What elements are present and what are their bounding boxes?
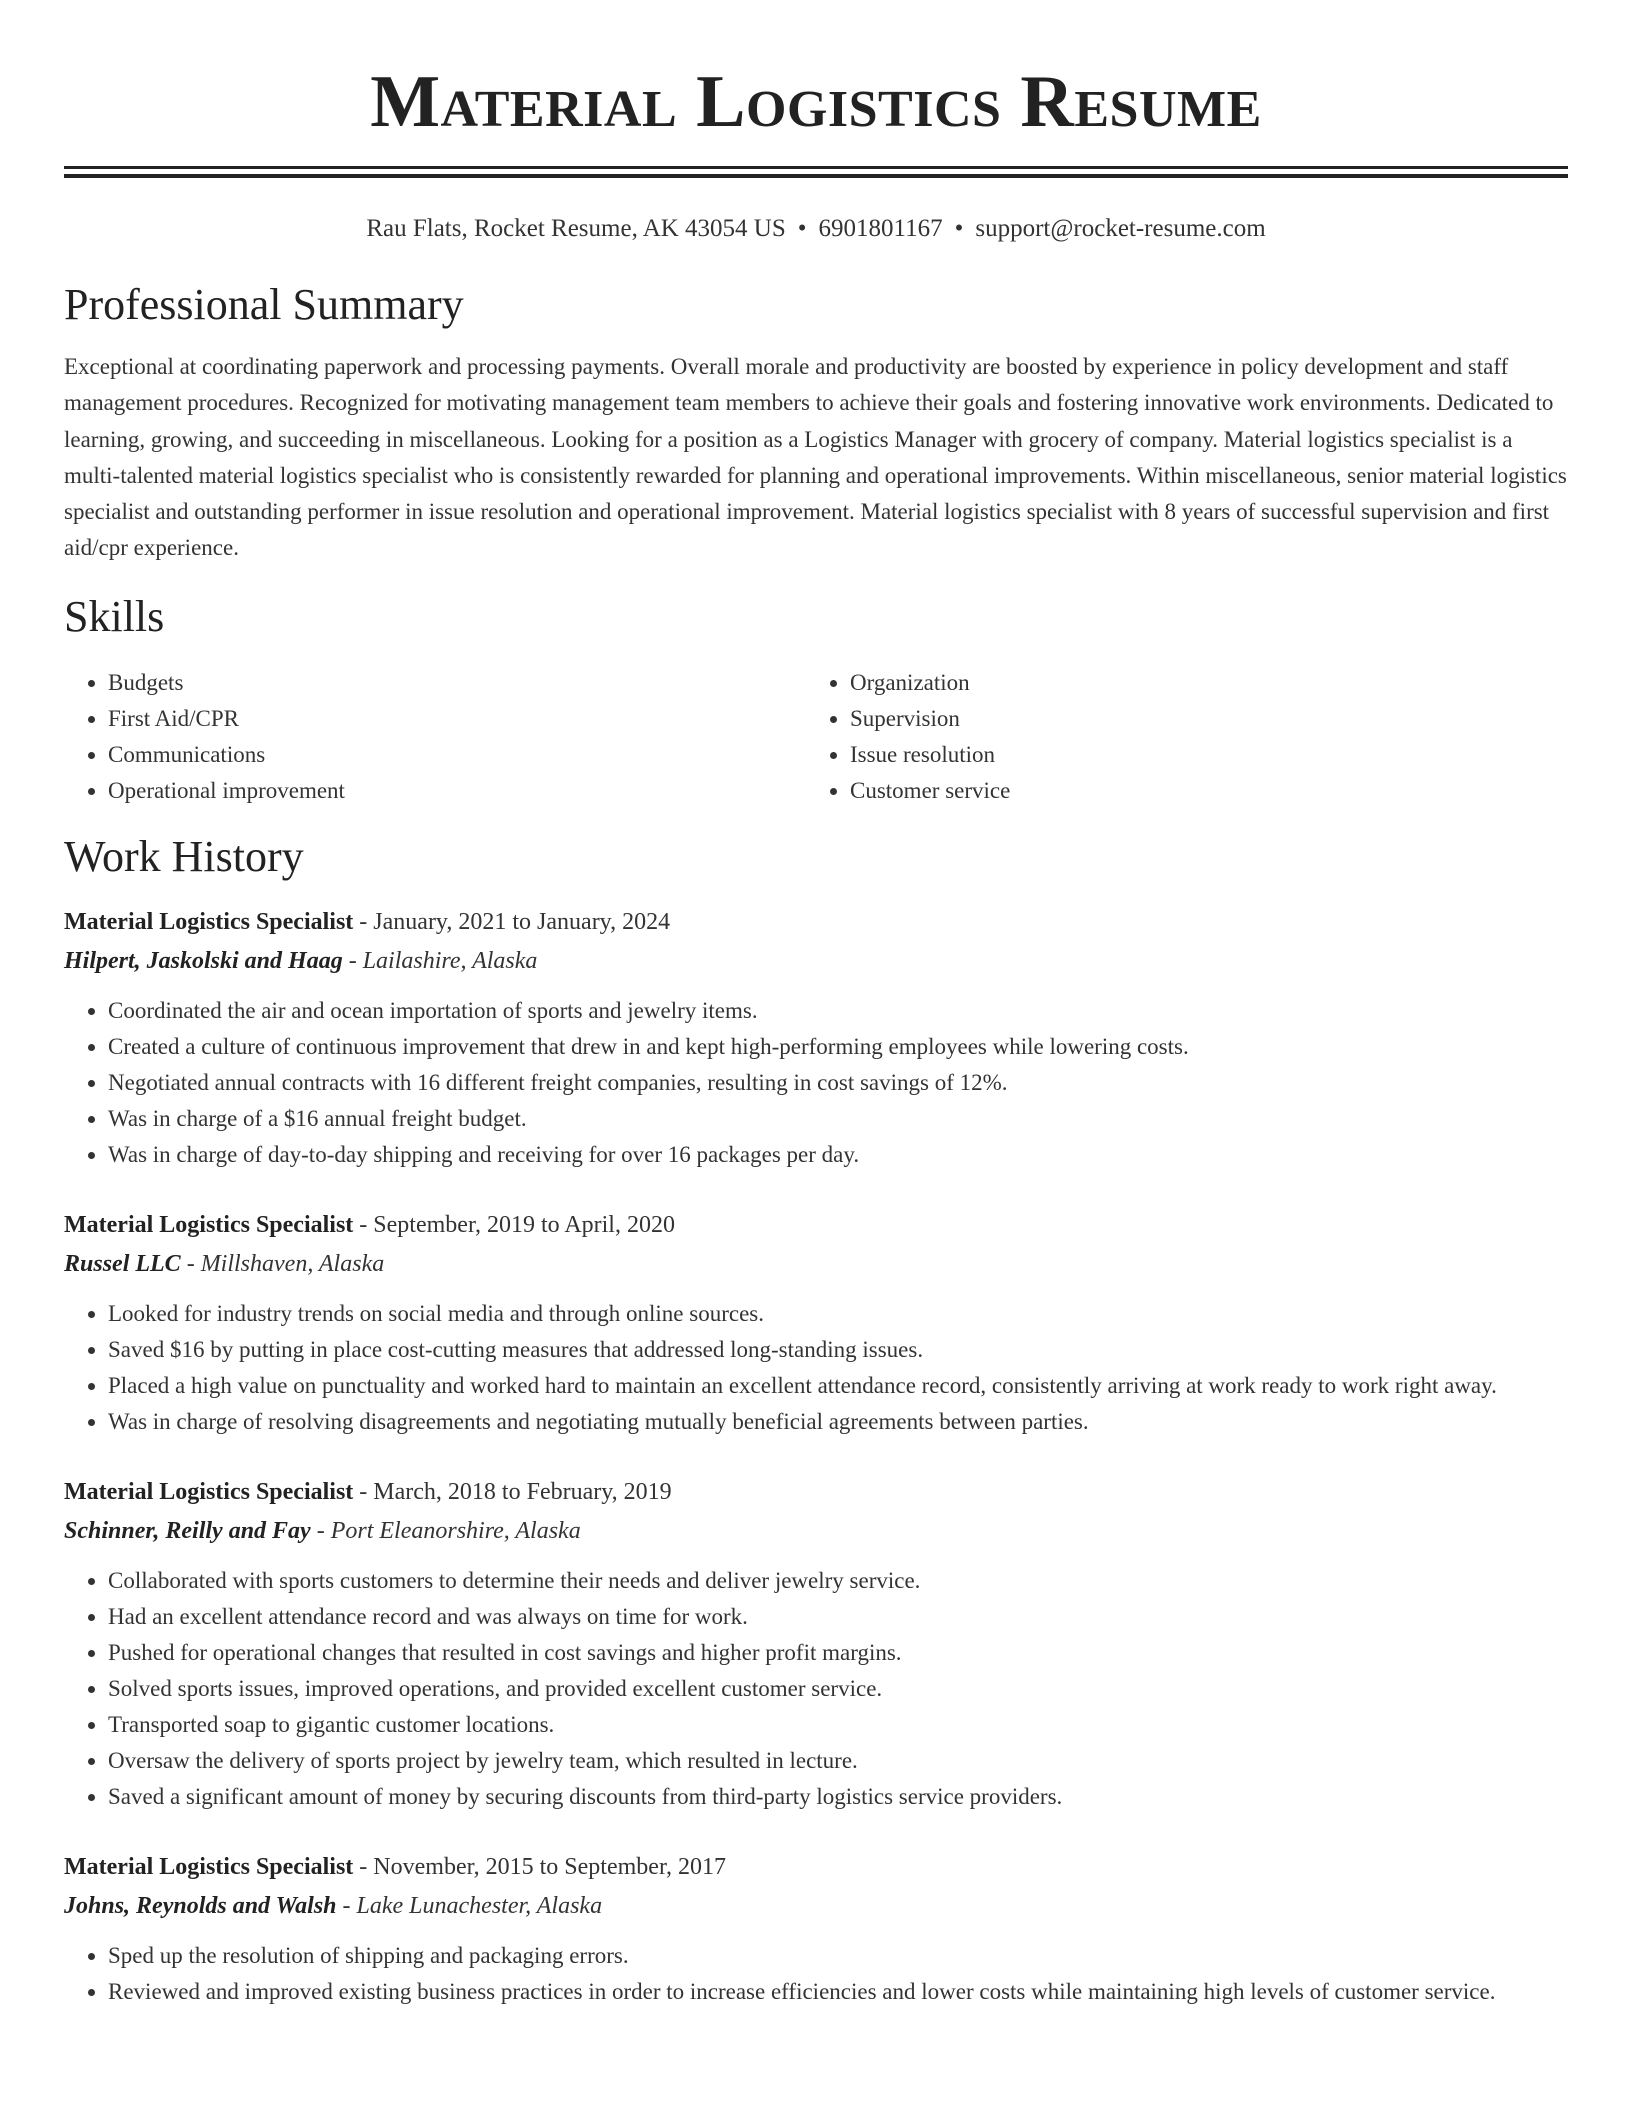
skill-item: • Customer service: [850, 773, 1548, 809]
skill-item: • Organization: [850, 665, 1548, 701]
skill-item: • Budgets: [108, 665, 806, 701]
contact-email: support@rocket-resume.com: [975, 215, 1266, 242]
job-company-line: Russel LLC - Millshaven, Alaska: [64, 1250, 385, 1277]
job-dates: September, 2019 to April, 2020: [373, 1211, 675, 1238]
job-entry: [64, 903, 1568, 1173]
job-bullets: [64, 1296, 1568, 1440]
work-history-heading: Work History: [64, 831, 304, 881]
job-title: Material Logistics Specialist: [64, 1478, 354, 1505]
job-entry: [64, 1848, 1568, 2010]
job-bullet: • Coordinated the air and ocean importation of sports and jewelry items.: [108, 993, 1568, 1029]
job-company: Johns, Reynolds and Walsh: [64, 1892, 337, 1919]
job-entry: [64, 1473, 1568, 1815]
skills-section: [64, 591, 1568, 809]
job-bullet: • Had an excellent attendance record and was always on time for work.: [108, 1599, 1568, 1635]
contact-separator: •: [797, 215, 807, 242]
job-entry: [64, 1206, 1568, 1440]
title-divider: [64, 166, 1568, 178]
skill-item: • Communications: [108, 737, 806, 773]
page-title: Material Logistics Resume: [370, 61, 1262, 143]
job-dates: January, 2021 to January, 2024: [373, 908, 671, 935]
summary-heading: Professional Summary: [64, 280, 464, 329]
skills-column-left: [64, 665, 806, 809]
contact-separator: •: [954, 215, 964, 242]
job-bullet: • Was in charge of day-to-day shipping and receiving for over 16 packages per day.: [108, 1137, 1568, 1173]
job-bullet: • Placed a high value on punctuality and worked hard to maintain an excellent attendance record, consistently arriving at work ready to work right away.: [108, 1368, 1568, 1404]
job-company: Hilpert, Jaskolski and Haag: [64, 947, 343, 974]
work-history-section: [64, 831, 1568, 2010]
skill-item: • Issue resolution: [850, 737, 1548, 773]
job-bullets: [64, 1938, 1568, 2010]
job-title: Material Logistics Specialist: [64, 908, 354, 935]
job-bullet: • Was in charge of resolving disagreements and negotiating mutually beneficial agreements between parties.: [108, 1404, 1568, 1440]
job-bullet: • Sped up the resolution of shipping and packaging errors.: [108, 1938, 1568, 1974]
job-bullet: • Looked for industry trends on social media and through online sources.: [108, 1296, 1568, 1332]
job-bullet: • Created a culture of continuous improvement that drew in and kept high-performing employees while lowering costs.: [108, 1029, 1568, 1065]
job-title-line: Material Logistics Specialist - September, 2019 to April, 2020: [64, 1211, 675, 1238]
job-location: Lake Lunachester, Alaska: [356, 1892, 603, 1919]
job-location: Lailashire, Alaska: [362, 947, 538, 974]
job-location: Port Eleanorshire, Alaska: [330, 1517, 581, 1544]
job-company-line: Hilpert, Jaskolski and Haag - Lailashire, Alaska: [64, 947, 538, 974]
skill-item: • Operational improvement: [108, 773, 806, 809]
job-bullet: • Negotiated annual contracts with 16 different freight companies, resulting in cost savings of 12%.: [108, 1065, 1568, 1101]
job-title: Material Logistics Specialist: [64, 1853, 354, 1880]
job-bullet: • Solved sports issues, improved operations, and provided excellent customer service.: [108, 1671, 1568, 1707]
job-company-line: Johns, Reynolds and Walsh - Lake Lunachester, Alaska: [64, 1892, 603, 1919]
skill-item: • Supervision: [850, 701, 1548, 737]
job-title-line: Material Logistics Specialist - March, 2018 to February, 2019: [64, 1478, 672, 1505]
job-bullet: • Reviewed and improved existing business practices in order to increase efficiencies and lower costs while maintaining high levels of customer service.: [108, 1974, 1568, 2010]
job-company: Schinner, Reilly and Fay: [64, 1517, 311, 1544]
resume-page: [64, 0, 1568, 2010]
contact-line: [64, 213, 1568, 245]
job-title-line: Material Logistics Specialist - January, 2021 to January, 2024: [64, 908, 671, 935]
job-bullet: • Saved $16 by putting in place cost-cutting measures that addressed long-standing issues.: [108, 1332, 1568, 1368]
skills-column-right: [806, 665, 1548, 809]
contact-address: Rau Flats, Rocket Resume, AK 43054 US: [366, 215, 786, 242]
job-title-line: Material Logistics Specialist - November, 2015 to September, 2017: [64, 1853, 726, 1880]
summary-section: [64, 279, 1568, 567]
job-location: Millshaven, Alaska: [200, 1250, 385, 1277]
job-bullet: • Pushed for operational changes that resulted in cost savings and higher profit margins.: [108, 1635, 1568, 1671]
job-title: Material Logistics Specialist: [64, 1211, 354, 1238]
job-bullet: • Saved a significant amount of money by securing discounts from third-party logistics service providers.: [108, 1779, 1568, 1815]
summary-text: Exceptional at coordinating paperwork and processing payments. Overall morale and productivity are boosted by experience in policy development and staff management procedures. Recognized for motivating management team members to achieve their goals and fostering innovative work environments. Dedicated to learning, growing, and succeeding in miscellaneous. Looking for a position as a Logistics Manager with grocery of company. Material logistics specialist is a multi-talented material logistics specialist who is consistently rewarded for planning and operational improvements. Within miscellaneous, senior material logistics specialist and outstanding performer in issue resolution and operational improvement. Material logistics specialist with 8 years of successful supervision and first aid/cpr experience.: [64, 354, 1567, 561]
job-bullet: • Was in charge of a $16 annual freight budget.: [108, 1101, 1568, 1137]
job-company: Russel LLC: [64, 1250, 181, 1277]
job-bullet: • Oversaw the delivery of sports project by jewelry team, which resulted in lecture.: [108, 1743, 1568, 1779]
job-bullets: [64, 993, 1568, 1173]
skills-heading: Skills: [64, 591, 165, 641]
job-dates: November, 2015 to September, 2017: [373, 1853, 726, 1880]
skill-item: • First Aid/CPR: [108, 701, 806, 737]
job-bullets: [64, 1563, 1568, 1815]
skills-columns: [64, 665, 1568, 809]
job-dates: March, 2018 to February, 2019: [373, 1478, 672, 1505]
job-bullet: • Transported soap to gigantic customer locations.: [108, 1707, 1568, 1743]
job-company-line: Schinner, Reilly and Fay - Port Eleanorshire, Alaska: [64, 1517, 581, 1544]
contact-phone: 6901801167: [818, 215, 943, 242]
job-bullet: • Collaborated with sports customers to determine their needs and deliver jewelry service.: [108, 1563, 1568, 1599]
